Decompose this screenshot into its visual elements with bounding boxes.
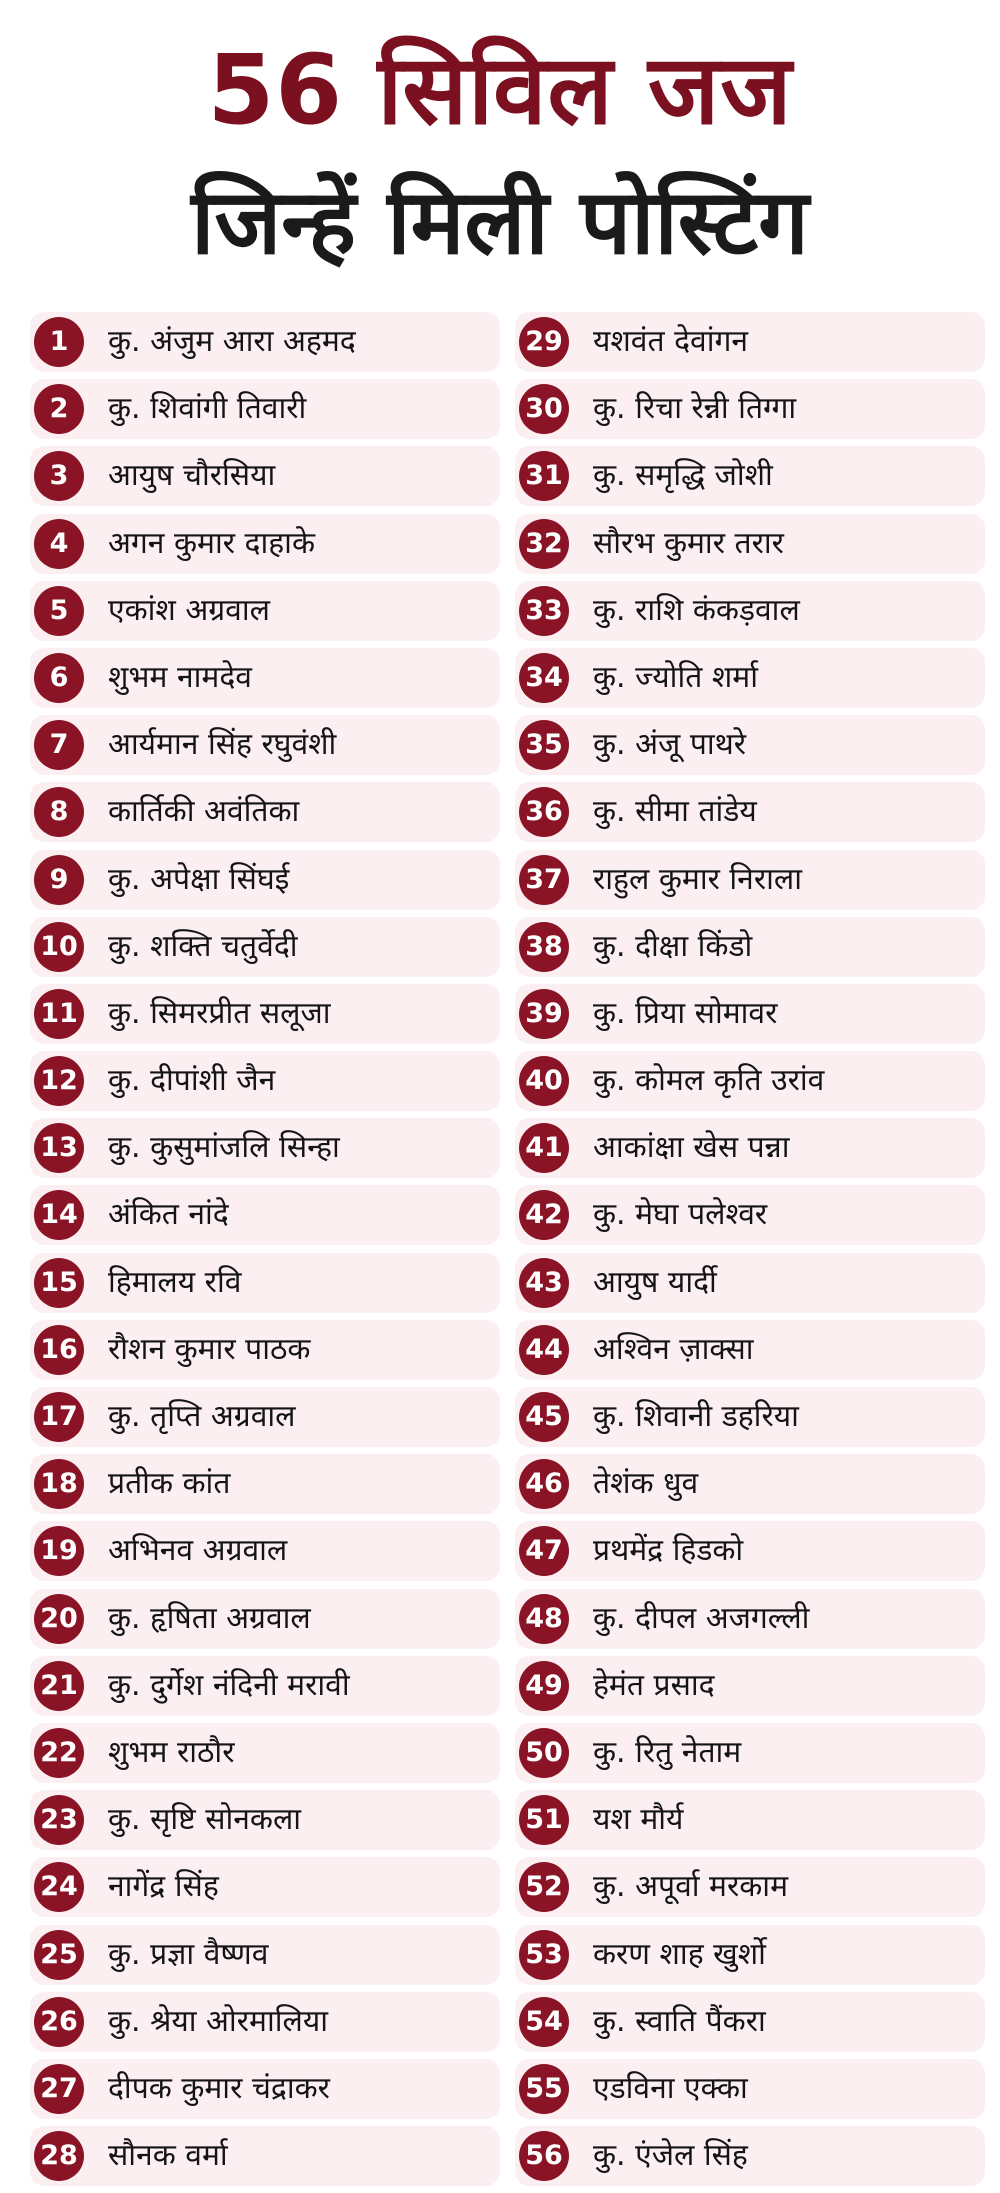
judge-name: कु. तृप्ति अग्रवाल [108, 1399, 296, 1434]
judge-name: अंकित नांदे [108, 1197, 229, 1233]
list-item [515, 1185, 985, 1245]
item-number-badge: 8 [34, 787, 84, 837]
judge-name: शुभम राठौर [108, 1734, 235, 1770]
item-number-badge: 1 [34, 317, 84, 367]
item-number-badge: 46 [519, 1459, 569, 1509]
list-item [30, 2059, 500, 2119]
item-number-badge: 51 [519, 1795, 569, 1845]
list-item [515, 1857, 985, 1917]
list-item [515, 1790, 985, 1850]
judge-name: कु. सिमरप्रीत सलूजा [108, 995, 331, 1031]
list-item [30, 1656, 500, 1716]
list-item [515, 850, 985, 910]
judge-name: कु. हृषिता अग्रवाल [108, 1600, 311, 1636]
judge-name: दीपक कुमार चंद्राकर [108, 2070, 330, 2106]
item-number-badge: 31 [519, 451, 569, 501]
header [0, 0, 1000, 300]
judge-name: नागेंद्र सिंह [108, 1869, 219, 1905]
judge-name: अभिनव अग्रवाल [108, 1533, 288, 1569]
judge-name: कु. समृद्धि जोशी [593, 458, 773, 494]
item-number-badge: 50 [519, 1728, 569, 1778]
item-number-badge: 17 [34, 1392, 84, 1442]
list-item [515, 379, 985, 439]
item-number-badge: 13 [34, 1123, 84, 1173]
list-item [515, 581, 985, 641]
judge-name: हेमंत प्रसाद [593, 1667, 715, 1703]
judge-name: कु. अंजुम आरा अहमद [108, 324, 356, 359]
judge-name: राहुल कुमार निराला [593, 861, 802, 897]
list-item [30, 1051, 500, 1111]
list-item [515, 1253, 985, 1313]
judge-name: कु. श्रेया ओरमालिया [108, 2003, 329, 2039]
judge-name: रौशन कुमार पाठक [108, 1331, 311, 1367]
item-number-badge: 5 [34, 586, 84, 636]
item-number-badge: 29 [519, 317, 569, 367]
item-number-badge: 3 [34, 451, 84, 501]
judge-name: कु. ज्योति शर्मा [593, 659, 758, 695]
judge-name: कु. रितु नेताम [593, 1734, 742, 1770]
judge-name: एकांश अग्रवाल [108, 592, 270, 628]
list-item [515, 1589, 985, 1649]
list-item [30, 648, 500, 708]
list-item [515, 782, 985, 842]
list-item [30, 1387, 500, 1447]
judge-name: सौरभ कुमार तरार [593, 525, 784, 561]
list-item [515, 984, 985, 1044]
judge-name: करण शाह खुर्शो [593, 1936, 766, 1972]
list-item [30, 1118, 500, 1178]
list-item [30, 1723, 500, 1783]
item-number-badge: 19 [34, 1526, 84, 1576]
item-number-badge: 36 [519, 787, 569, 837]
item-number-badge: 43 [519, 1258, 569, 1308]
list-item [515, 1723, 985, 1783]
judge-name: कु. कुसुमांजलि सिन्हा [108, 1130, 340, 1166]
judge-name: कु. दुर्गेश नंदिनी मरावी [108, 1667, 350, 1703]
list-item [30, 446, 500, 506]
list-item [515, 1656, 985, 1716]
item-number-badge: 28 [34, 2131, 84, 2181]
list-item [30, 1992, 500, 2052]
list-item [30, 312, 500, 372]
judge-name: आर्यमान सिंह रघुवंशी [108, 727, 337, 763]
judge-name: अश्विन ज़ाक्सा [593, 1331, 754, 1367]
item-number-badge: 32 [519, 519, 569, 569]
item-number-badge: 4 [34, 519, 84, 569]
item-number-badge: 12 [34, 1056, 84, 1106]
judge-name: कु. दीक्षा किंडो [593, 928, 753, 964]
item-number-badge: 25 [34, 1930, 84, 1980]
judge-name: कार्तिकी अवंतिका [108, 794, 300, 830]
list-item [30, 1521, 500, 1581]
list-item [30, 1454, 500, 1514]
list-item [30, 782, 500, 842]
list-item [515, 1925, 985, 1985]
item-number-badge: 40 [519, 1056, 569, 1106]
judge-name: तेशंक धुव [593, 1466, 699, 1502]
item-number-badge: 21 [34, 1661, 84, 1711]
list-item [30, 984, 500, 1044]
list-item [30, 715, 500, 775]
item-number-badge: 6 [34, 653, 84, 703]
judges-list-left [30, 312, 500, 2193]
item-number-badge: 14 [34, 1190, 84, 1240]
judge-name: कु. मेघा पलेश्वर [593, 1197, 768, 1233]
list-item [515, 1521, 985, 1581]
item-number-badge: 7 [34, 720, 84, 770]
item-number-badge: 47 [519, 1526, 569, 1576]
item-number-badge: 35 [519, 720, 569, 770]
judge-name: शुभम नामदेव [108, 659, 252, 695]
judge-name: कु. राशि कंकड़वाल [593, 592, 800, 628]
item-number-badge: 33 [519, 586, 569, 636]
item-number-badge: 39 [519, 989, 569, 1039]
list-item [30, 1320, 500, 1380]
list-item [515, 446, 985, 506]
list-item [515, 312, 985, 372]
item-number-badge: 45 [519, 1392, 569, 1442]
list-item [515, 1992, 985, 2052]
judge-name: कु. प्रिया सोमावर [593, 995, 778, 1031]
list-item [30, 1185, 500, 1245]
judge-name: आयुष चौरसिया [108, 458, 276, 494]
judge-name: कु. प्रज्ञा वैष्णव [108, 1936, 269, 1972]
item-number-badge: 53 [519, 1930, 569, 1980]
item-number-badge: 41 [519, 1123, 569, 1173]
judge-name: अगन कुमार दाहाके [108, 525, 315, 561]
list-item [30, 1790, 500, 1850]
page-subtitle: जिन्हें मिली पोस्टिंग [191, 170, 809, 275]
list-item [30, 1253, 500, 1313]
judge-name: यश मौर्य [593, 1802, 684, 1838]
judge-name: कु. शिवानी डहरिया [593, 1399, 799, 1434]
page-title: 56 सिविल जज [207, 34, 793, 146]
list-item [515, 1051, 985, 1111]
item-number-badge: 30 [519, 384, 569, 434]
judge-name: आकांक्षा खेस पन्ना [593, 1130, 790, 1166]
judge-name: कु. सृष्टि सोनकला [108, 1802, 302, 1838]
item-number-badge: 26 [34, 1997, 84, 2047]
judges-list-right [515, 312, 985, 2193]
list-item [515, 1387, 985, 1447]
judge-name: कु. अपूर्वा मरकाम [593, 1869, 789, 1905]
item-number-badge: 37 [519, 855, 569, 905]
judge-name: हिमालय रवि [108, 1264, 242, 1300]
item-number-badge: 20 [34, 1594, 84, 1644]
item-number-badge: 15 [34, 1258, 84, 1308]
list-item [515, 2126, 985, 2186]
judge-name: कु. अपेक्षा सिंघई [108, 861, 290, 897]
judge-name: आयुष यार्दी [593, 1264, 717, 1300]
item-number-badge: 48 [519, 1594, 569, 1644]
list-item [30, 514, 500, 574]
judge-name: प्रतीक कांत [108, 1466, 231, 1502]
item-number-badge: 23 [34, 1795, 84, 1845]
item-number-badge: 10 [34, 922, 84, 972]
list-item [30, 2126, 500, 2186]
list-item [515, 2059, 985, 2119]
list-item [30, 581, 500, 641]
judge-name: कु. स्वाति पैंकरा [593, 2003, 766, 2039]
item-number-badge: 55 [519, 2064, 569, 2114]
judge-name: सौनक वर्मा [108, 2138, 228, 2174]
item-number-badge: 56 [519, 2131, 569, 2181]
item-number-badge: 34 [519, 653, 569, 703]
list-item [30, 1925, 500, 1985]
judge-name: कु. शक्ति चतुर्वेदी [108, 928, 298, 964]
judge-name: कु. सीमा तांडेय [593, 794, 757, 830]
item-number-badge: 27 [34, 2064, 84, 2114]
item-number-badge: 54 [519, 1997, 569, 2047]
list-item [30, 850, 500, 910]
judge-name: प्रथमेंद्र हिडको [593, 1533, 744, 1569]
judge-name: कु. दीपांशी जैन [108, 1063, 276, 1099]
judge-name: कु. एंजेल सिंह [593, 2138, 748, 2174]
list-item [515, 917, 985, 977]
item-number-badge: 52 [519, 1862, 569, 1912]
list-item [30, 1589, 500, 1649]
judge-name: कु. कोमल कृति उरांव [593, 1063, 825, 1099]
list-item [30, 917, 500, 977]
item-number-badge: 16 [34, 1325, 84, 1375]
list-item [515, 715, 985, 775]
item-number-badge: 42 [519, 1190, 569, 1240]
item-number-badge: 11 [34, 989, 84, 1039]
list-item [515, 1320, 985, 1380]
item-number-badge: 44 [519, 1325, 569, 1375]
list-item [515, 1118, 985, 1178]
list-item [515, 648, 985, 708]
judge-name: कु. शिवांगी तिवारी [108, 391, 307, 427]
item-number-badge: 9 [34, 855, 84, 905]
list-item [30, 1857, 500, 1917]
list-item [515, 514, 985, 574]
item-number-badge: 24 [34, 1862, 84, 1912]
judge-name: यशवंत देवांगन [593, 324, 749, 359]
list-item [30, 379, 500, 439]
item-number-badge: 2 [34, 384, 84, 434]
list-item [515, 1454, 985, 1514]
item-number-badge: 18 [34, 1459, 84, 1509]
judge-name: एडविना एक्का [593, 2070, 748, 2106]
judge-name: कु. दीपल अजगल्ली [593, 1600, 810, 1636]
judge-name: कु. अंजू पाथरे [593, 727, 747, 763]
item-number-badge: 38 [519, 922, 569, 972]
item-number-badge: 49 [519, 1661, 569, 1711]
item-number-badge: 22 [34, 1728, 84, 1778]
judge-name: कु. रिचा रेन्नी तिग्गा [593, 391, 797, 427]
